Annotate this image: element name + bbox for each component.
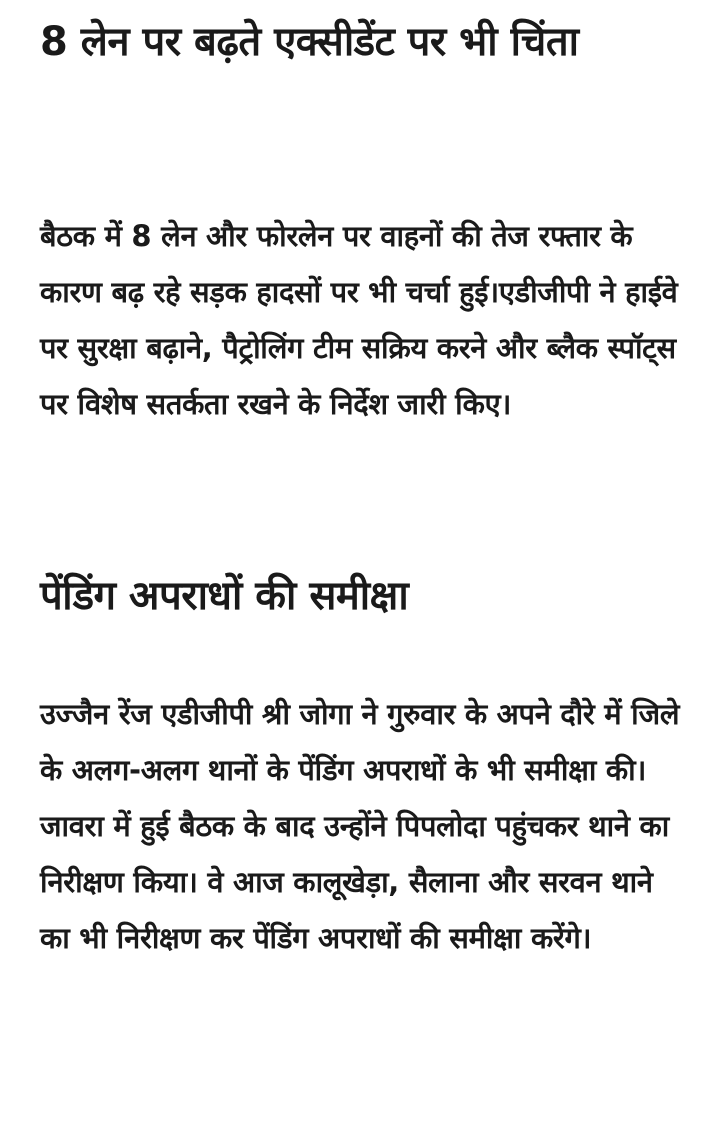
section-paragraph-accidents: बैठक में 8 लेन और फोरलेन पर वाहनों की तेज रफ्तार के कारण बढ़ रहे सड़क हादसों पर भी चर्चा हुई।एडीजीपी ने हाईवे पर सुरक्षा बढ़ाने, पैट्रोलिंग टीम सक्रिय करने और ब्लैक स्पॉट्स पर विशेष सतर्कता रखने के निर्देश जारी किए। [40, 219, 678, 421]
section-heading-pending-crimes: पेंडिंग अपराधों की समीक्षा [40, 573, 409, 619]
section-paragraph-pending-crimes: उज्जैन रेंज एडीजीपी श्री जोगा ने गुरुवार के अपने दौरे में जिले के अलग-अलग थानों के पेंडिंग अपराधों के भी समीक्षा की। जावरा में हुई बैठक के बाद उन्होंने पिपलोदा पहुंचकर थाने का निरीक्षण किया। वे आज कालूखेड़ा, सैलाना और सरवन थाने का भी निरीक्षण कर पेंडिंग अपराधों की समीक्षा करेंगे। [40, 697, 680, 955]
section-heading-accidents: 8 लेन पर बढ़ते एक्सीडेंट पर भी चिंता [40, 19, 579, 65]
